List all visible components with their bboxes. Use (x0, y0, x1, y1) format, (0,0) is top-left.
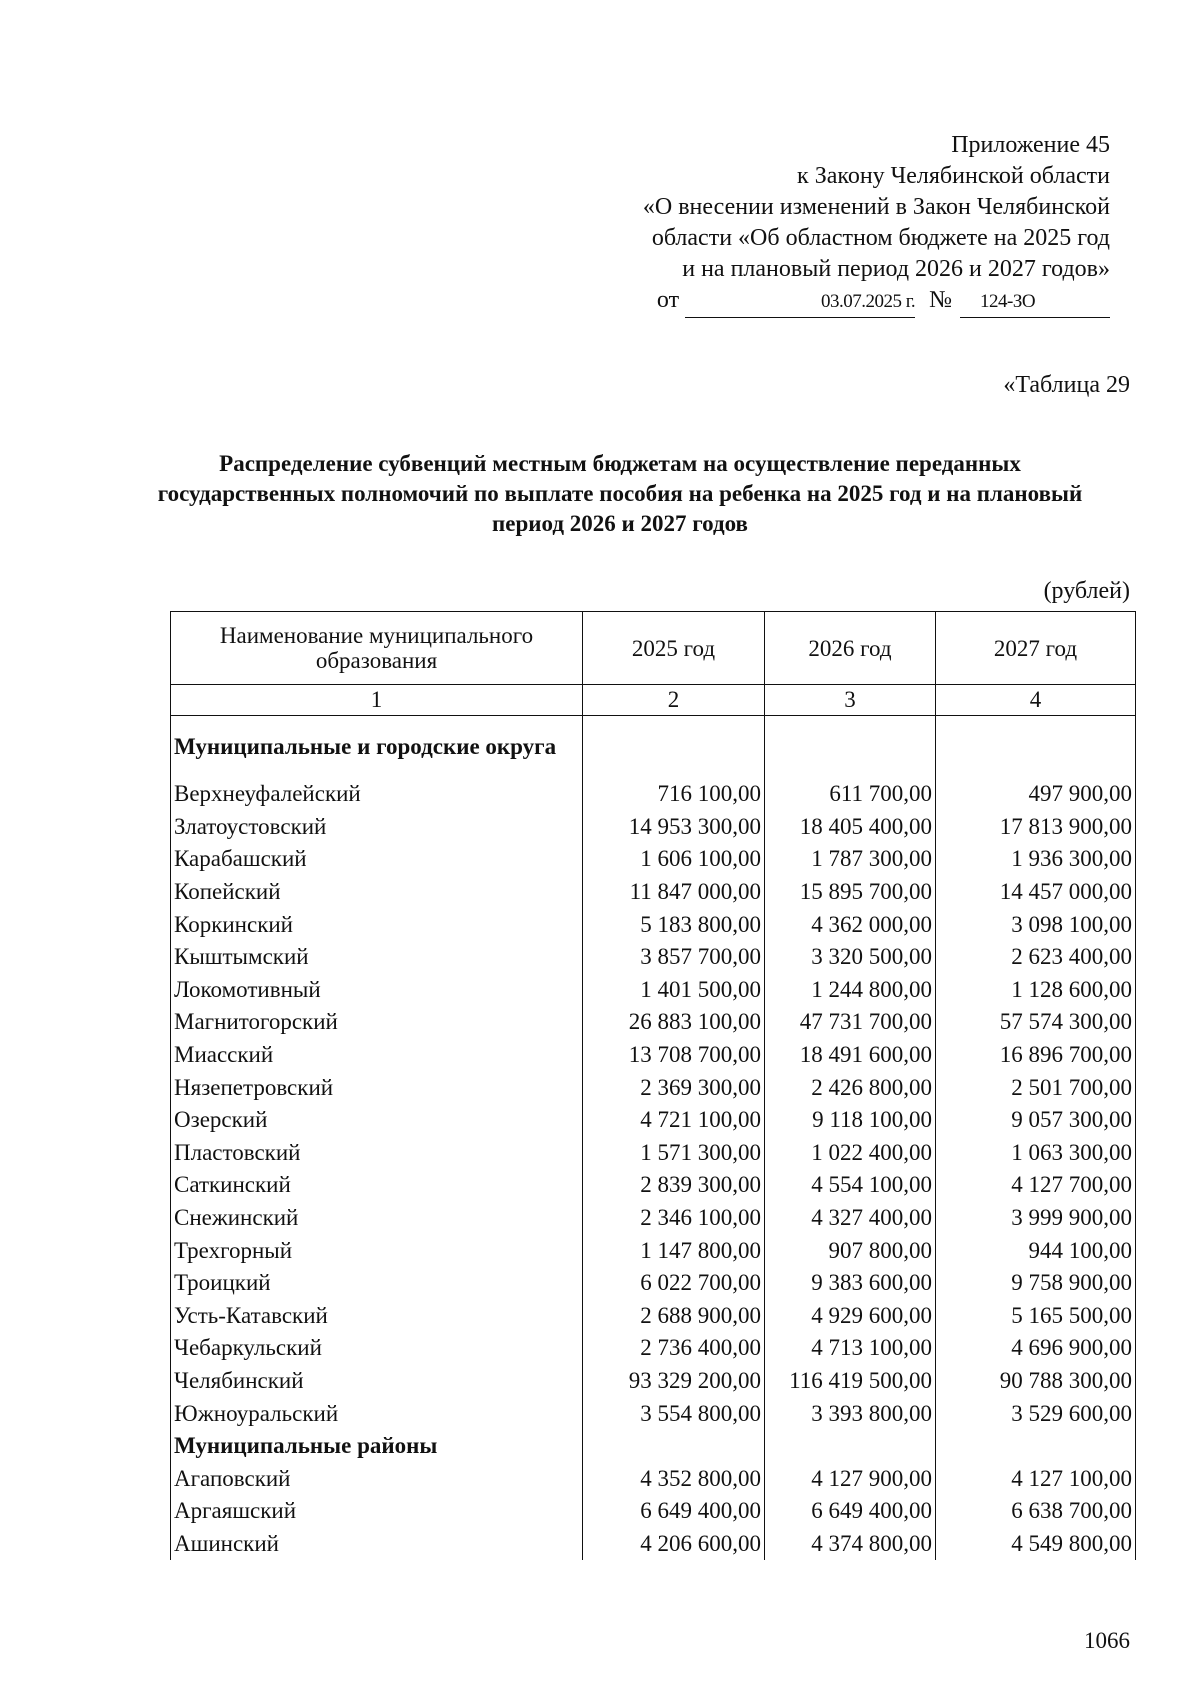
value-2025: 4 721 100,00 (583, 1104, 765, 1137)
table-row (171, 1528, 1136, 1561)
table-row (171, 1300, 1136, 1333)
value-2025: 93 329 200,00 (583, 1365, 765, 1398)
value-2025: 2 346 100,00 (583, 1202, 765, 1235)
page-number: 1066 (1084, 1628, 1130, 1653)
document-title: Распределение субвенций местным бюджетам на осуществление переданных государственных полномочий по выплате пособия на ребенка на 2025 год и на плановый период 2026 и 2027 годов (157, 451, 1083, 536)
value-2027: 944 100,00 (936, 1234, 1136, 1267)
table-row (171, 811, 1136, 844)
value-2026: 611 700,00 (765, 778, 936, 811)
table-row (171, 1202, 1136, 1235)
table-row (171, 778, 1136, 811)
municipality-name: Челябинский (171, 1365, 583, 1398)
municipality-name: Карабашский (171, 843, 583, 876)
table-row (171, 1365, 1136, 1398)
empty-cell (583, 716, 765, 779)
value-2025: 5 183 800,00 (583, 908, 765, 941)
municipality-name: Саткинский (171, 1169, 583, 1202)
value-2025: 2 839 300,00 (583, 1169, 765, 1202)
column-number: 2 (583, 685, 765, 716)
value-2026: 9 118 100,00 (765, 1104, 936, 1137)
table-header-row (171, 612, 1136, 685)
value-2026: 3 320 500,00 (765, 941, 936, 974)
appendix-line: Приложение 45 (951, 132, 1110, 158)
number-label: № (929, 287, 952, 313)
value-2027: 16 896 700,00 (936, 1039, 1136, 1072)
municipality-name: Снежинский (171, 1202, 583, 1235)
value-2027: 2 501 700,00 (936, 1071, 1136, 1104)
value-2027: 4 127 100,00 (936, 1462, 1136, 1495)
column-header-2027: 2027 год (936, 612, 1136, 685)
value-2027: 17 813 900,00 (936, 811, 1136, 844)
value-2025: 13 708 700,00 (583, 1039, 765, 1072)
municipality-name: Чебаркульский (171, 1332, 583, 1365)
value-2027: 1 128 600,00 (936, 974, 1136, 1007)
empty-cell (936, 1430, 1136, 1463)
value-2025: 2 369 300,00 (583, 1071, 765, 1104)
table-row (171, 1462, 1136, 1495)
value-2027: 9 758 900,00 (936, 1267, 1136, 1300)
value-2026: 18 405 400,00 (765, 811, 936, 844)
value-2026: 3 393 800,00 (765, 1397, 936, 1430)
table-body (171, 685, 1136, 1561)
municipality-name: Аргаяшский (171, 1495, 583, 1528)
value-2025: 26 883 100,00 (583, 1006, 765, 1039)
subvention-table (170, 611, 1136, 1560)
value-2026: 4 713 100,00 (765, 1332, 936, 1365)
section-title: Муниципальные и городские округа (171, 716, 583, 779)
value-2027: 14 457 000,00 (936, 876, 1136, 909)
table-row (171, 1234, 1136, 1267)
column-header-name: Наименование муниципального образования (171, 612, 583, 685)
municipality-name: Южноуральский (171, 1397, 583, 1430)
value-2027: 3 529 600,00 (936, 1397, 1136, 1430)
value-2026: 4 127 900,00 (765, 1462, 936, 1495)
municipality-name: Агаповский (171, 1462, 583, 1495)
value-2027: 4 127 700,00 (936, 1169, 1136, 1202)
table-row (171, 1104, 1136, 1137)
value-2025: 2 736 400,00 (583, 1332, 765, 1365)
table-row (171, 1495, 1136, 1528)
value-2027: 3 098 100,00 (936, 908, 1136, 941)
value-2027: 90 788 300,00 (936, 1365, 1136, 1398)
value-2025: 11 847 000,00 (583, 876, 765, 909)
value-2027: 5 165 500,00 (936, 1300, 1136, 1333)
municipality-name: Коркинский (171, 908, 583, 941)
appendix-line: и на плановый период 2026 и 2027 годов» (682, 256, 1110, 282)
units-label: (рублей) (1043, 578, 1130, 604)
table-row (171, 941, 1136, 974)
value-2026: 4 929 600,00 (765, 1300, 936, 1333)
value-2027: 9 057 300,00 (936, 1104, 1136, 1137)
value-2027: 1 936 300,00 (936, 843, 1136, 876)
municipality-name: Усть-Катавский (171, 1300, 583, 1333)
value-2027: 497 900,00 (936, 778, 1136, 811)
value-2026: 907 800,00 (765, 1234, 936, 1267)
value-2027: 2 623 400,00 (936, 941, 1136, 974)
value-2026: 18 491 600,00 (765, 1039, 936, 1072)
value-2026: 9 383 600,00 (765, 1267, 936, 1300)
value-2027: 3 999 900,00 (936, 1202, 1136, 1235)
municipality-name: Миасский (171, 1039, 583, 1072)
value-2027: 4 549 800,00 (936, 1528, 1136, 1561)
empty-cell (936, 716, 1136, 779)
value-2025: 1 401 500,00 (583, 974, 765, 1007)
appendix-header (550, 130, 1110, 318)
municipality-name: Троицкий (171, 1267, 583, 1300)
appendix-line: области «Об областном бюджете на 2025 год (651, 225, 1110, 251)
table-row (171, 843, 1136, 876)
table-row (171, 908, 1136, 941)
value-2025: 3 857 700,00 (583, 941, 765, 974)
value-2026: 4 327 400,00 (765, 1202, 936, 1235)
table-row (171, 876, 1136, 909)
value-2026: 4 374 800,00 (765, 1528, 936, 1561)
municipality-name: Ашинский (171, 1528, 583, 1561)
value-2026: 47 731 700,00 (765, 1006, 936, 1039)
table-row (171, 1332, 1136, 1365)
value-2027: 1 063 300,00 (936, 1137, 1136, 1170)
value-2025: 4 352 800,00 (583, 1462, 765, 1495)
value-2025: 14 953 300,00 (583, 811, 765, 844)
law-date: 03.07.2025 г. (685, 289, 915, 318)
value-2025: 1 147 800,00 (583, 1234, 765, 1267)
municipality-name: Верхнеуфалейский (171, 778, 583, 811)
table-row (171, 1039, 1136, 1072)
column-header-2026: 2026 год (765, 612, 936, 685)
municipality-name: Озерский (171, 1104, 583, 1137)
section-header-row (171, 1430, 1136, 1463)
table-row (171, 1137, 1136, 1170)
municipality-name: Кыштымский (171, 941, 583, 974)
value-2025: 1 606 100,00 (583, 843, 765, 876)
registration-line (550, 285, 1110, 318)
value-2026: 116 419 500,00 (765, 1365, 936, 1398)
value-2025: 716 100,00 (583, 778, 765, 811)
value-2027: 4 696 900,00 (936, 1332, 1136, 1365)
value-2026: 2 426 800,00 (765, 1071, 936, 1104)
table-row (171, 1071, 1136, 1104)
value-2026: 1 244 800,00 (765, 974, 936, 1007)
municipality-name: Магнитогорский (171, 1006, 583, 1039)
municipality-name: Локомотивный (171, 974, 583, 1007)
empty-cell (765, 1430, 936, 1463)
table-row (171, 974, 1136, 1007)
value-2026: 15 895 700,00 (765, 876, 936, 909)
municipality-name: Трехгорный (171, 1234, 583, 1267)
section-title: Муниципальные районы (171, 1430, 583, 1463)
value-2026: 1 022 400,00 (765, 1137, 936, 1170)
value-2025: 6 022 700,00 (583, 1267, 765, 1300)
value-2027: 6 638 700,00 (936, 1495, 1136, 1528)
table-label: «Таблица 29 (1003, 372, 1130, 398)
column-number: 3 (765, 685, 936, 716)
table-row (171, 1006, 1136, 1039)
column-header-2025: 2025 год (583, 612, 765, 685)
table-row (171, 1267, 1136, 1300)
municipality-name: Нязепетровский (171, 1071, 583, 1104)
value-2026: 6 649 400,00 (765, 1495, 936, 1528)
value-2026: 4 362 000,00 (765, 908, 936, 941)
value-2025: 2 688 900,00 (583, 1300, 765, 1333)
municipality-name: Копейский (171, 876, 583, 909)
value-2027: 57 574 300,00 (936, 1006, 1136, 1039)
municipality-name: Пластовский (171, 1137, 583, 1170)
municipality-name: Златоустовский (171, 811, 583, 844)
value-2025: 3 554 800,00 (583, 1397, 765, 1430)
column-number-row (171, 685, 1136, 716)
from-label: от (656, 287, 680, 313)
value-2026: 1 787 300,00 (765, 843, 936, 876)
column-number: 4 (936, 685, 1136, 716)
empty-cell (765, 716, 936, 779)
value-2025: 4 206 600,00 (583, 1528, 765, 1561)
appendix-line: «О внесении изменений в Закон Челябинской (642, 194, 1110, 220)
empty-cell (583, 1430, 765, 1463)
value-2026: 4 554 100,00 (765, 1169, 936, 1202)
table-row (171, 1169, 1136, 1202)
appendix-line: к Закону Челябинской области (797, 163, 1110, 189)
value-2025: 1 571 300,00 (583, 1137, 765, 1170)
law-number: 124-ЗО (960, 289, 1110, 318)
section-header-row (171, 716, 1136, 779)
value-2025: 6 649 400,00 (583, 1495, 765, 1528)
column-number: 1 (171, 685, 583, 716)
table-row (171, 1397, 1136, 1430)
